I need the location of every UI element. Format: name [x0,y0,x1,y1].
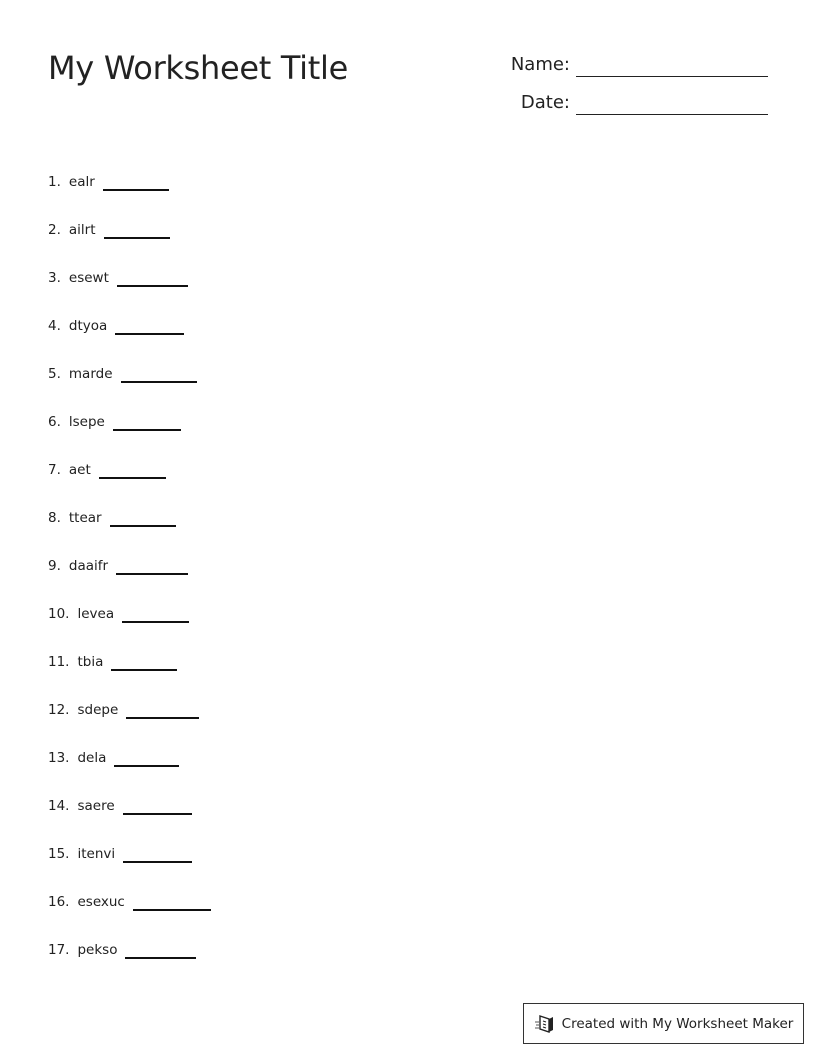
scrambled-word: dtyoa [68,318,108,334]
question-item [48,817,211,865]
question-number: 4. [48,318,61,334]
question-number: 17. [48,942,70,958]
question-number: 5. [48,366,61,382]
question-item [48,913,211,961]
name-label: Name: [510,54,570,75]
scrambled-word: pekso [77,942,118,958]
question-item [48,865,211,913]
scrambled-word: esexuc [77,894,125,910]
question-number: 11. [48,654,70,670]
question-item [48,673,211,721]
answer-blank[interactable] [133,891,211,911]
question-item [48,721,211,769]
answer-blank[interactable] [123,843,192,863]
created-with-badge[interactable] [523,1003,804,1044]
scrambled-word: itenvi [77,846,116,862]
name-blank[interactable] [576,52,768,77]
answer-blank[interactable] [110,507,176,527]
question-item [48,433,211,481]
answer-blank[interactable] [113,411,181,431]
answer-blank[interactable] [126,699,199,719]
question-item [48,145,211,193]
answer-blank[interactable] [99,459,166,479]
scrambled-word: sdepe [77,702,119,718]
scrambled-word: aet [68,462,91,478]
question-item [48,385,211,433]
question-number: 10. [48,606,70,622]
question-item [48,241,211,289]
question-number: 1. [48,174,61,190]
scrambled-word: dela [77,750,107,766]
answer-blank[interactable] [122,603,189,623]
question-number: 9. [48,558,61,574]
scrambled-word: saere [77,798,115,814]
worksheet-maker-logo-icon [534,1013,556,1035]
answer-blank[interactable] [121,363,197,383]
answer-blank[interactable] [114,747,179,767]
question-item [48,625,211,673]
answer-blank[interactable] [115,315,184,335]
scrambled-word: esewt [68,270,109,286]
question-item [48,529,211,577]
question-number: 12. [48,702,70,718]
answer-blank[interactable] [104,219,170,239]
scrambled-word: ailrt [68,222,96,238]
question-number: 3. [48,270,61,286]
date-label: Date: [520,92,570,113]
answer-blank[interactable] [111,651,177,671]
question-item [48,289,211,337]
badge-text: Created with My Worksheet Maker [561,1015,794,1032]
scrambled-word: tbia [77,654,104,670]
question-number: 6. [48,414,61,430]
scrambled-word: marde [68,366,113,382]
question-item [48,193,211,241]
question-item [48,769,211,817]
question-number: 2. [48,222,61,238]
scrambled-word: daaifr [68,558,109,574]
question-number: 7. [48,462,61,478]
answer-blank[interactable] [103,171,169,191]
scrambled-word: ealr [68,174,95,190]
question-item [48,337,211,385]
date-row [521,90,768,115]
worksheet-title: My Worksheet Title [48,49,348,87]
question-number: 15. [48,846,70,862]
question-list [48,145,211,961]
answer-blank[interactable] [123,795,192,815]
question-number: 16. [48,894,70,910]
answer-blank[interactable] [125,939,196,959]
answer-blank[interactable] [117,267,188,287]
question-item [48,481,211,529]
question-number: 14. [48,798,70,814]
answer-blank[interactable] [116,555,188,575]
name-row [511,52,768,77]
question-number: 13. [48,750,70,766]
question-number: 8. [48,510,61,526]
scrambled-word: lsepe [68,414,105,430]
scrambled-word: levea [77,606,115,622]
scrambled-word: ttear [68,510,102,526]
date-blank[interactable] [576,90,768,115]
question-item [48,577,211,625]
